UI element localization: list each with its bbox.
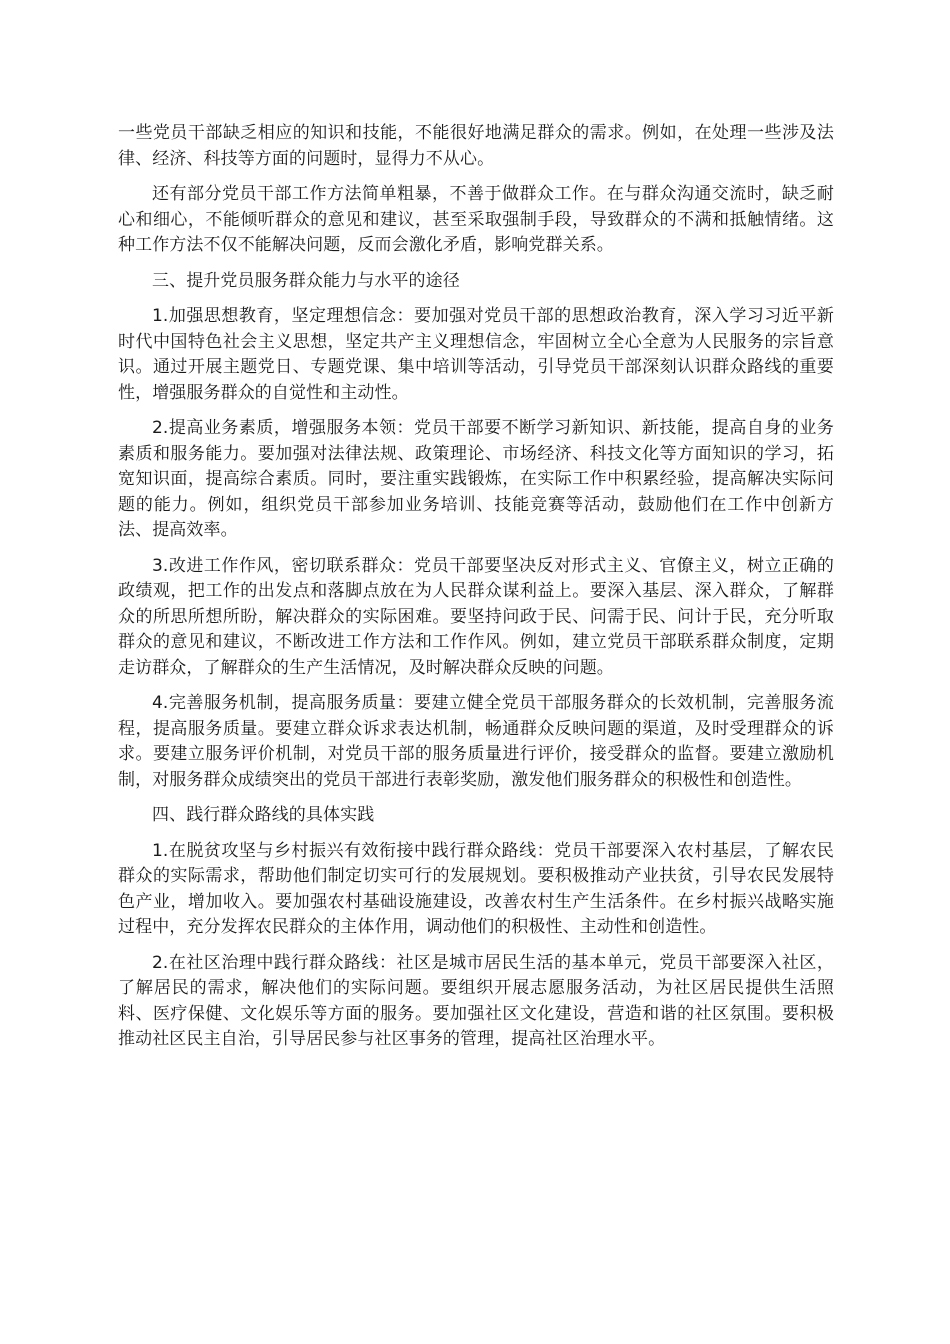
document-page (118, 121, 834, 1063)
paragraph-work-style: 3.改进工作作风，密切联系群众：党员干部要坚决反对形式主义、官僚主义，树立正确的政绩观，把工作的出发点和落脚点放在为人民群众谋利益上。要深入基层、深入群众，了解群众的所思所想所盼，解决群众的实际困难。要坚持问政于民、问需于民、问计于民，充分听取群众的意见和建议，不断改进工作方法和工作作风。例如，建立党员干部联系群众制度，定期走访群众，了解群众的生产生活情况，及时解决群众反映的问题。 (118, 555, 834, 678)
paragraph-ideology-education: 1.加强思想教育，坚定理想信念：要加强对党员干部的思想政治教育，深入学习习近平新时代中国特色社会主义思想，坚定共产主义理想信念，牢固树立全心全意为人民服务的宗旨意识。通过开展主题党日、专题党课、集中培训等活动，引导党员干部深刻认识群众路线的重要性，增强服务群众的自觉性和主动性。 (118, 306, 834, 403)
section-heading-4: 四、践行群众路线的具体实践 (152, 805, 375, 825)
paragraph-professional-quality: 2.提高业务素质，增强服务本领：党员干部要不断学习新知识、新技能，提高自身的业务素质和服务能力。要加强对法律法规、政策理论、市场经济、科技文化等方面知识的学习，拓宽知识面，提高综合素质。同时，要注重实践锻炼，在实际工作中积累经验，提高解决实际问题的能力。例如，组织党员干部参加业务培训、技能竞赛等活动，鼓励他们在工作中创新方法、提高效率。 (118, 418, 834, 540)
paragraph-continuation: 一些党员干部缺乏相应的知识和技能，不能很好地满足群众的需求。例如，在处理一些涉及法律、经济、科技等方面的问题时，显得力不从心。 (118, 123, 834, 169)
paragraph-community-governance: 2.在社区治理中践行群众路线：社区是城市居民生活的基本单元，党员干部要深入社区，了解居民的需求，解决他们的实际问题。要组织开展志愿服务活动，为社区居民提供生活照料、医疗保健、文化娱乐等方面的服务。要加强社区文化建设，营造和谐的社区氛围。要积极推动社区民主自治，引导居民参与社区事务的管理，提高社区治理水平。 (118, 952, 834, 1049)
paragraph-service-mechanism: 4.完善服务机制，提高服务质量：要建立健全党员干部服务群众的长效机制，完善服务流程，提高服务质量。要建立群众诉求表达机制，畅通群众反映问题的渠道，及时受理群众的诉求。要建立服务评价机制，对党员干部的服务质量进行评价，接受群众的监督。要建立激励机制，对服务群众成绩突出的党员干部进行表彰奖励，激发他们服务群众的积极性和创造性。 (118, 693, 834, 790)
paragraph-work-method: 还有部分党员干部工作方法简单粗暴，不善于做群众工作。在与群众沟通交流时，缺乏耐心和细心，不能倾听群众的意见和建议，甚至采取强制手段，导致群众的不满和抵触情绪。这种工作方法不仅不能解决问题，反而会激化矛盾，影响党群关系。 (118, 184, 834, 255)
section-heading-3: 三、提升党员服务群众能力与水平的途径 (152, 270, 460, 291)
paragraph-rural-revitalization: 1.在脱贫攻坚与乡村振兴有效衔接中践行群众路线：党员干部要深入农村基层，了解农民群众的实际需求，帮助他们制定切实可行的发展规划。要积极推动产业扶贫，引导农民发展特色产业，增加收入。要加强农村基础设施建设，改善农村生产生活条件。在乡村振兴战略实施过程中，充分发挥农民群众的主体作用，调动他们的积极性、主动性和创造性。 (118, 840, 834, 937)
